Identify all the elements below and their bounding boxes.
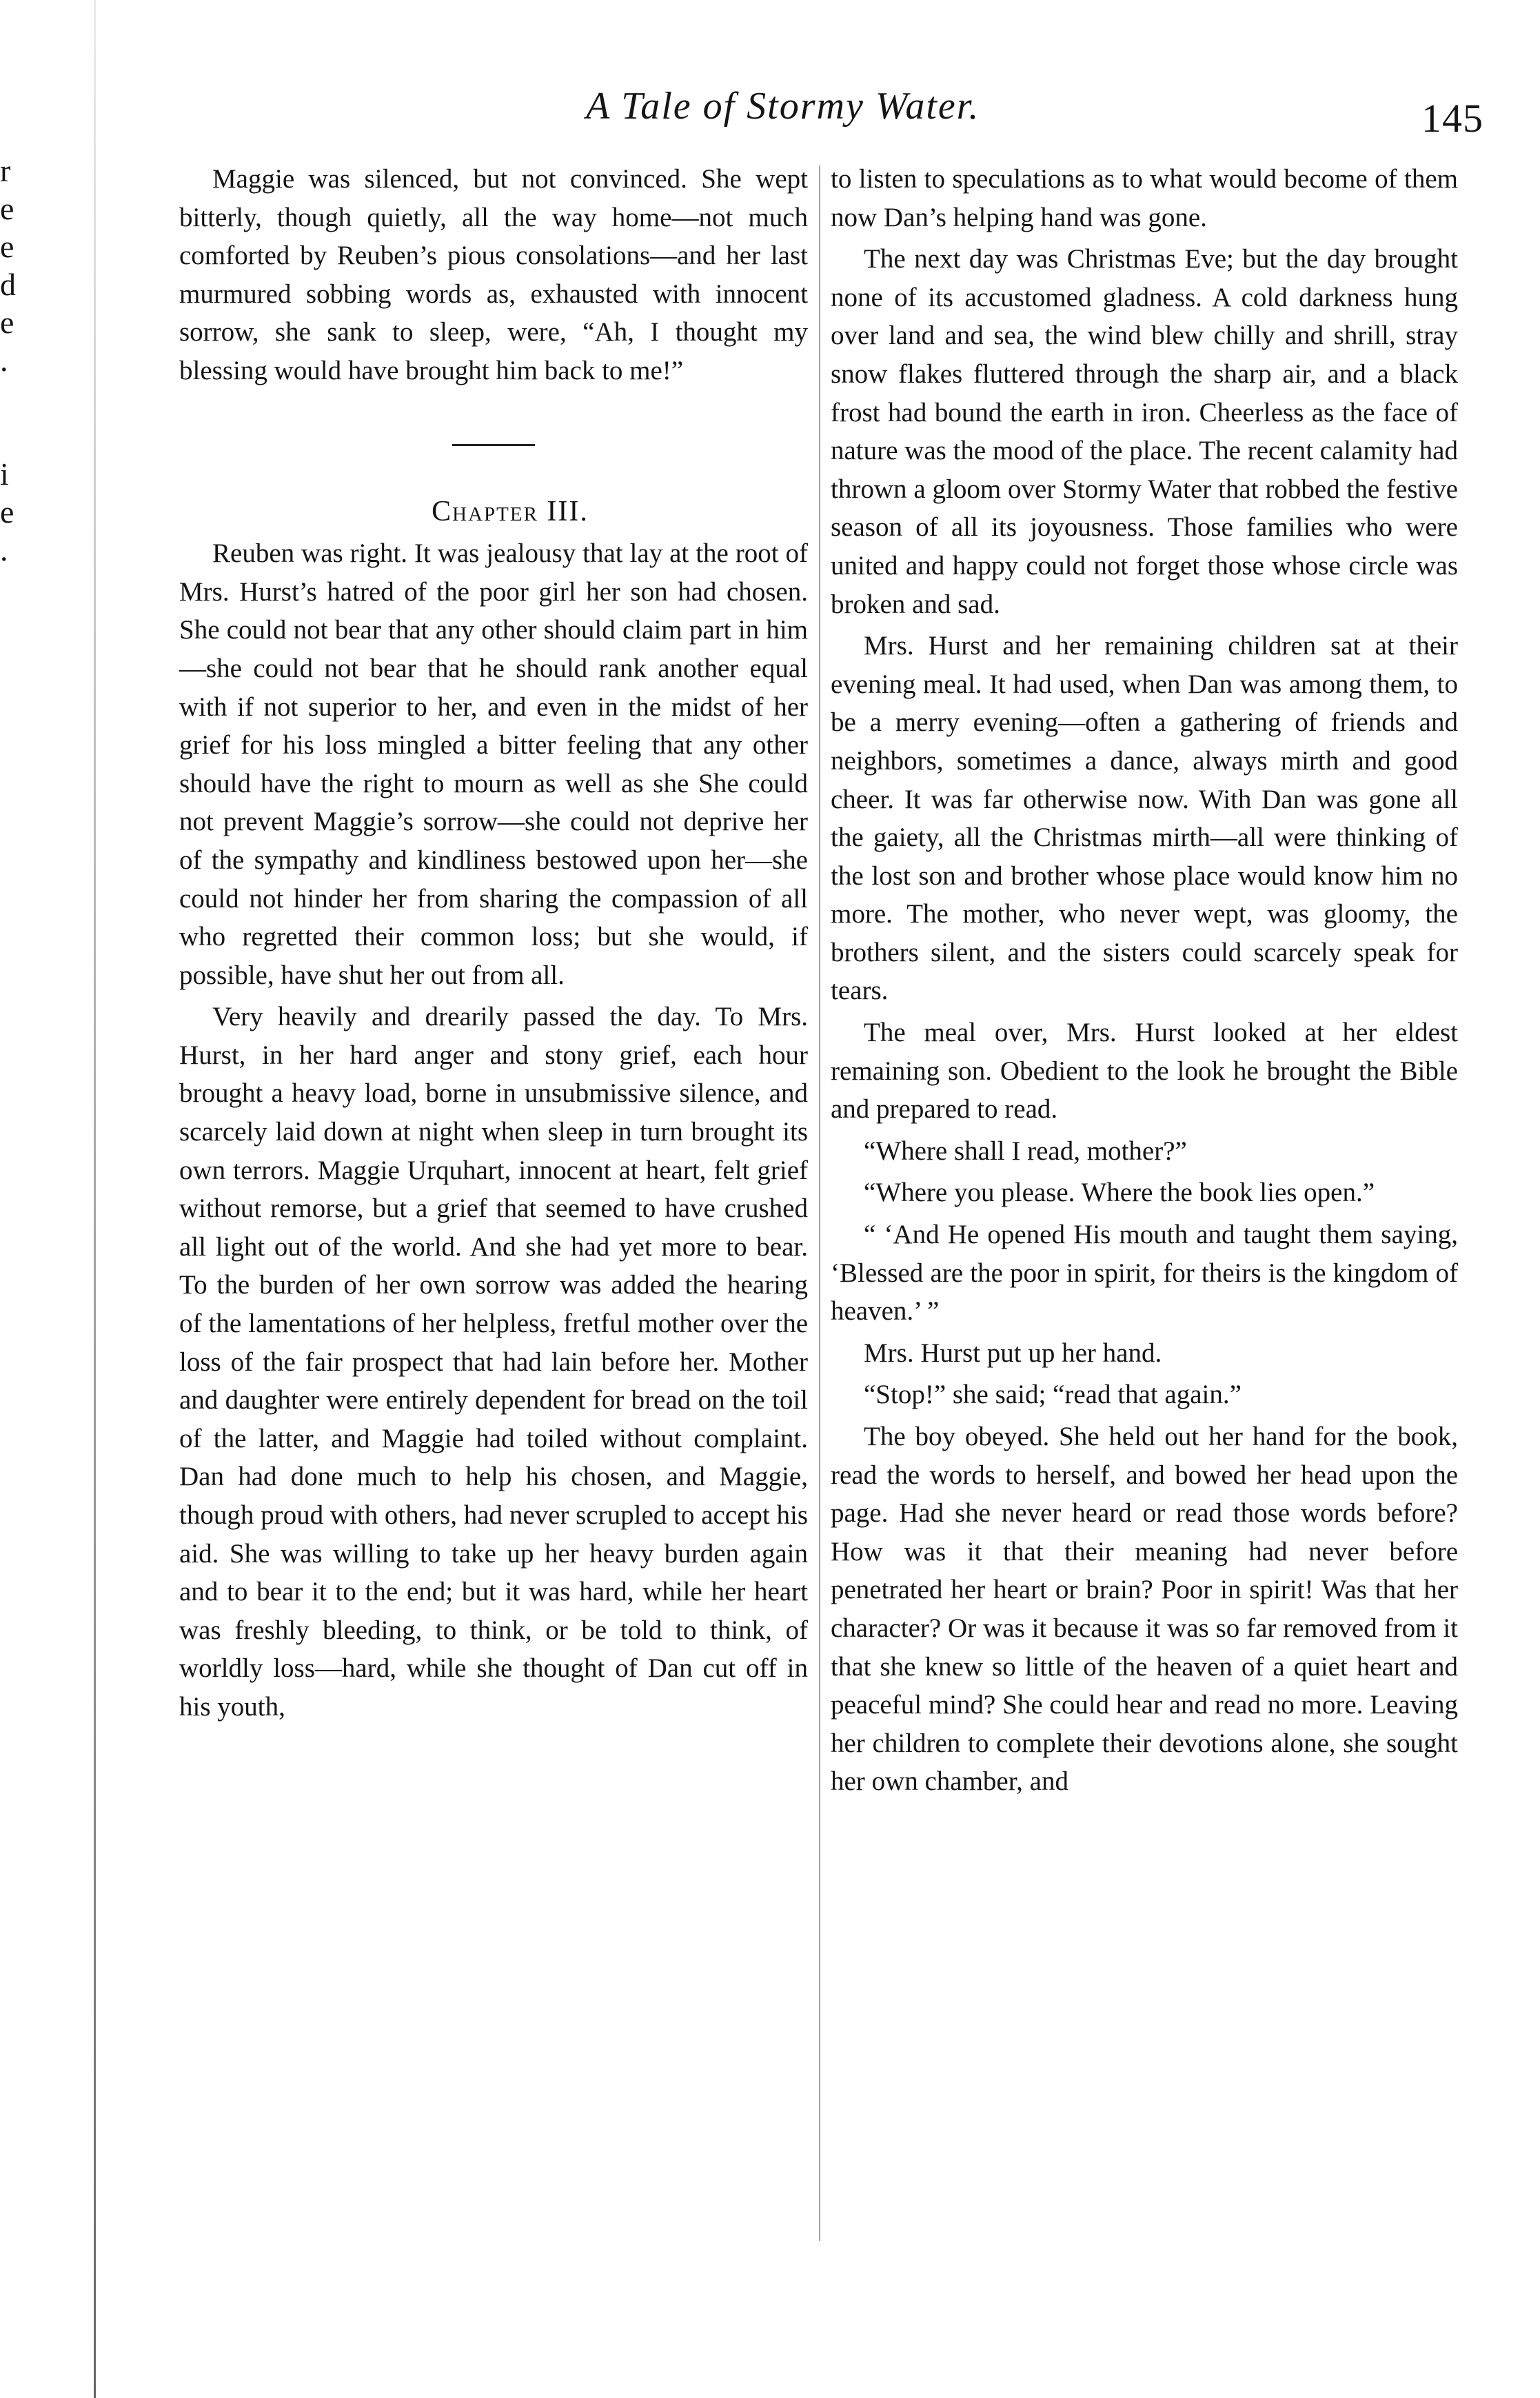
margin-fragment: . bbox=[0, 343, 8, 378]
margin-fragment: r bbox=[0, 153, 11, 188]
margin-fragments bbox=[0, 152, 17, 569]
paragraph: Maggie was silenced, but not convinced. She wept bitterly, though quietly, all the way home—not much comforted by Reuben’s pious consolations—and her last murmured sobbing words as, exhausted with innocent sorrow, she sank to sleep, were, “Ah, I thought my blessing would have brought him back to me!” bbox=[179, 164, 808, 385]
scan-edge bbox=[94, 0, 96, 2398]
margin-fragment: i bbox=[0, 456, 9, 492]
margin-fragment: e bbox=[0, 191, 14, 226]
column-divider bbox=[819, 165, 820, 2241]
paragraph: Reuben was right. It was jealousy that lay at the root of Mrs. Hurst’s hatred of the poor girl her son had chosen. She could not bear that any other should claim part in him—she could not bear that he should rank another equal with if not superior to her, and even in the midst of her grief for his loss mingled a bitter feeling that any other should have the right to mourn as well as she She could not prevent Maggie’s sorrow—she could not deprive her of the sympathy and kindliness bestowed upon her—she could not hinder her from sharing the compassion of all who regretted their common loss; but she would, if possible, have shut her out from all. bbox=[179, 538, 808, 990]
margin-fragment: e bbox=[0, 229, 14, 264]
margin-fragment: e bbox=[0, 494, 14, 530]
margin-fragment: . bbox=[0, 532, 8, 567]
margin-fragment: e bbox=[0, 305, 14, 340]
right-column bbox=[831, 160, 1458, 1804]
paragraph: “Where you please. Where the book lies open.” bbox=[864, 1178, 1375, 1208]
paragraph: to listen to speculations as to what would become of them now Dan’s helping hand was gone. bbox=[831, 164, 1458, 232]
paragraph: “Stop!” she said; “read that again.” bbox=[864, 1380, 1242, 1410]
paragraph: The meal over, Mrs. Hurst looked at her eldest remaining son. Obedient to the look he brought the Bible and prepared to read. bbox=[831, 1018, 1458, 1125]
running-title: A Tale of Stormy Water. bbox=[586, 85, 980, 128]
paragraph: “ ‘And He opened His mouth and taught them saying, ‘Blessed are the poor in spirit, for theirs is the kingdom of heaven.’ ” bbox=[831, 1220, 1458, 1327]
margin-fragment: d bbox=[0, 267, 16, 302]
paragraph: The next day was Christmas Eve; but the day brought none of its accustomed gladness. A cold darkness hung over land and sea, the wind blew chilly and shrill, stray snow flakes fluttered through the sharp air, and a black frost had bound the earth in iron. Cheerless as the face of nature was the mood of the place. The recent calamity had thrown a gloom over Stormy Water that robbed the festive season of all its joyousness. Those families who were united and happy could not forget those whose circle was broken and sad. bbox=[831, 244, 1458, 619]
chapter-heading: Chapter III. bbox=[432, 495, 589, 527]
section-divider bbox=[452, 444, 535, 446]
paragraph: Very heavily and drearily passed the day. To Mrs. Hurst, in her hard anger and stony grief, each hour brought a heavy load, borne in unsubmissive silence, and scarcely laid down at night when sleep in turn brought its own terrors. Maggie Urquhart, innocent at heart, felt grief without remorse, but a grief that seemed to have crushed all light out of the world. And she had yet more to bear. To the burden of her own sorrow was added the hearing of the lamentations of her helpless, fretful mother over the loss of the fair prospect that had lain before her. Mother and daughter were entirely dependent for bread on the toil of the latter, and Maggie had toiled without complaint. Dan had done much to help his chosen, and Maggie, though proud with others, had never scrupled to accept his aid. She was willing to take up her heavy burden again and to bear it to the end; but it was hard, while her heart was freshly bleeding, to think, or be told to think, of worldly loss—hard, while she thought of Dan cut off in his youth, bbox=[179, 1002, 808, 1722]
paragraph: Mrs. Hurst and her remaining children sat at their evening meal. It had used, when Dan was among them, to be a merry evening—often a gathering of friends and neighbors, sometimes a dance, always mirth and good cheer. It was far otherwise now. With Dan was gone all the gaiety, all the Christmas mirth—all were thinking of the lost son and brother whose place would know him no more. The mother, who never wept, was gloomy, the brothers silent, and the sisters could scarcely speak for tears. bbox=[831, 631, 1458, 1006]
left-column bbox=[179, 160, 808, 1730]
paragraph: The boy obeyed. She held out her hand for the book, read the words to herself, and bowed her head upon the page. Had she never heard or read those words before? How was it that their meaning had never before penetrated her heart or brain? Poor in spirit! Was that her character? Or was it because it was so far removed from it that she knew so little of the heaven of a quiet heart and peaceful mind? She could hear and read no more. Leaving her children to complete their devotions alone, she sought her own chamber, and bbox=[831, 1422, 1458, 1797]
page-number: 145 bbox=[1421, 96, 1483, 141]
paragraph: “Where shall I read, mother?” bbox=[864, 1136, 1187, 1166]
paragraph: Mrs. Hurst put up her hand. bbox=[864, 1338, 1162, 1368]
